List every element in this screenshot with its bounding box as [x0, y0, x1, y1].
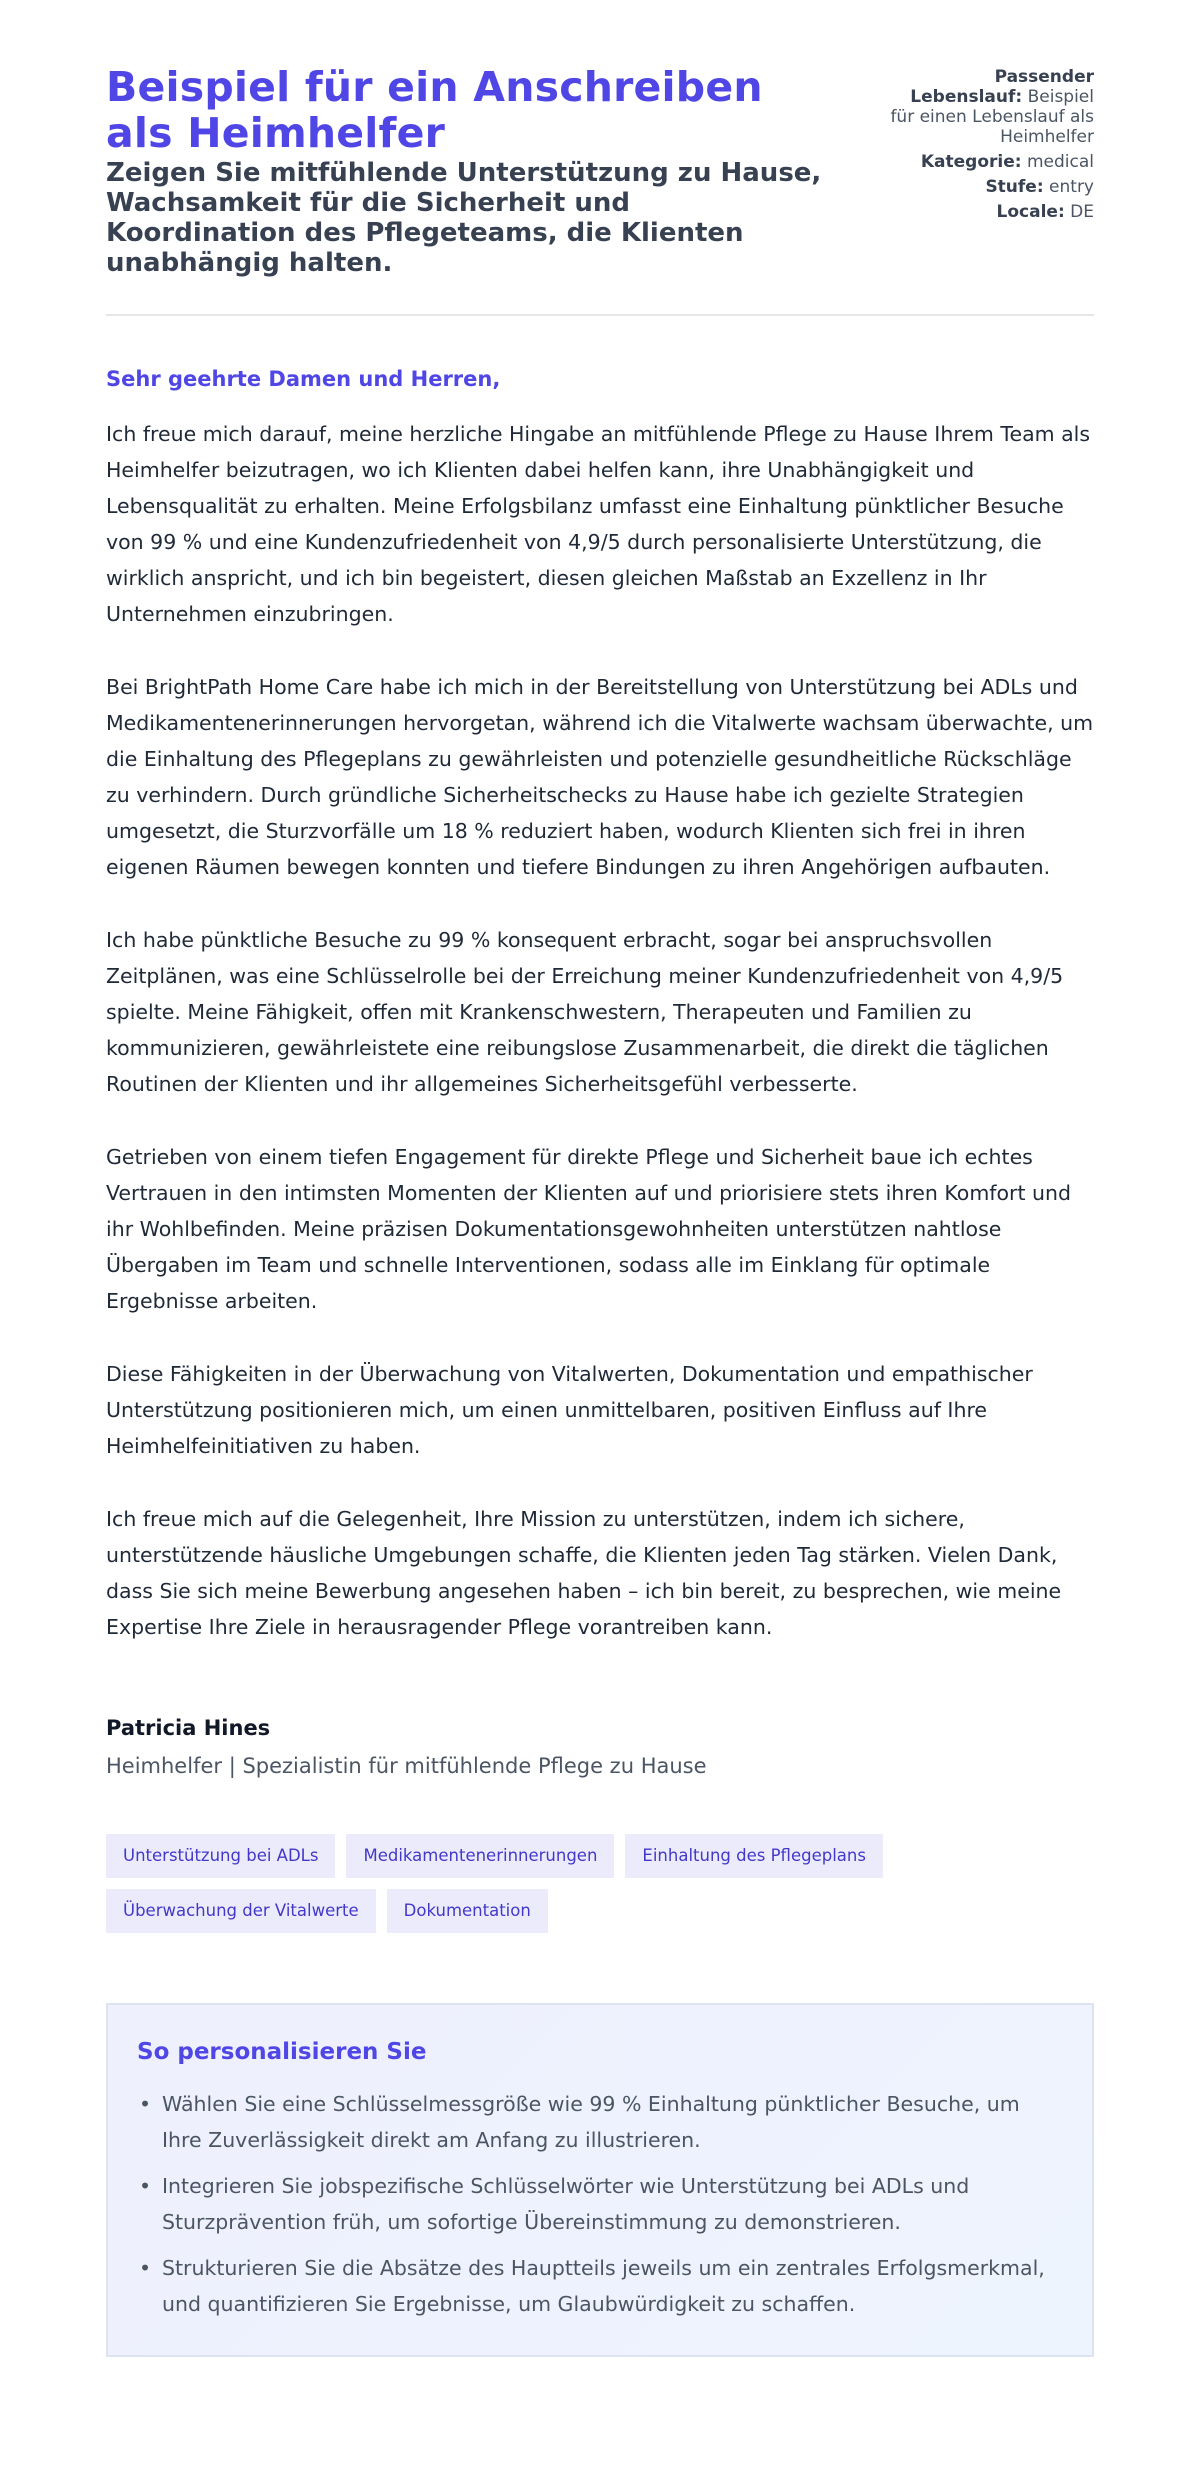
meta-locale-value: DE [1070, 202, 1094, 222]
bullet-icon: • [139, 2092, 152, 2116]
tips-list [137, 2086, 1063, 2322]
letter-paragraph: Ich freue mich auf die Gelegenheit, Ihre Mission zu unterstützen, indem ich sichere, unterstützende häusliche Umgebungen schaffe, die Klienten jeden Tag stärken. Vielen Dank, dass Sie sich meine Bewerbung angesehen haben – ich bin bereit, zu besprechen, wie meine Expertise Ihre Ziele in herausragender Pflege vorantreiben kann. [106, 1507, 1062, 1639]
signature-name: Patricia Hines [106, 1716, 271, 1740]
letter-paragraph: Bei BrightPath Home Care habe ich mich in der Bereitstellung von Unterstützung bei ADLs und Medikamentenerinnerungen hervorgetan, während ich die Vitalwerte wachsam überwachte, um die Einhaltung des Pflegeplans zu gewährleisten und potenzielle gesundheitliche Rückschläge zu verhindern. Durch gründliche Sicherheitschecks zu Hause habe ich gezielte Strategien umgesetzt, die Sturzvorfälle um 18 % reduziert haben, wodurch Klienten sich frei in ihren eigenen Räumen bewegen konnten und tiefere Bindungen zu ihren Angehörigen aufbauten. [106, 675, 1094, 879]
header-titles [106, 64, 826, 278]
bullet-icon: • [139, 2256, 152, 2280]
tips-list-item [137, 2168, 1063, 2240]
tips-title: So personalisieren Sie [137, 2039, 427, 2065]
meta-resume-value: Beispiel für einen Lebenslauf als Heimhelfer [890, 87, 1094, 147]
letter-paragraph: Ich habe pünktliche Besuche zu 99 % konsequent erbracht, sogar bei anspruchsvollen Zeitplänen, was eine Schlüsselrolle bei der Erreichung meiner Kundenzufriedenheit von 4,9/5 spielte. Meine Fähigkeit, offen mit Krankenschwestern, Therapeuten und Familien zu kommunizieren, gewährleistete eine reibungslose Zusammenarbeit, die direkt die täglichen Routinen der Klienten und ihr allgemeines Sicherheitsgefühl verbesserte. [106, 928, 1064, 1096]
skill-tag: Medikamentenerinnerungen [346, 1834, 614, 1878]
skill-tags [106, 1834, 1006, 1933]
skill-tag: Unterstützung bei ADLs [106, 1834, 335, 1878]
meta-locale [884, 202, 1094, 222]
signature-title: Heimhelfer | Spezialistin für mitfühlende Pflege zu Hause [106, 1754, 707, 1778]
meta-category-value: medical [1026, 152, 1094, 172]
skill-tag: Überwachung der Vitalwerte [106, 1889, 376, 1933]
letter-paragraph: Getrieben von einem tiefen Engagement für direkte Pflege und Sicherheit baue ich echtes Vertrauen in den intimsten Momenten der Klienten auf und priorisiere stets ihren Komfort und ihr Wohlbefinden. Meine präzisen Dokumentationsgewohnheiten unterstützen nahtlose Übergaben im Team und schnelle Interventionen, sodass alle im Einklang für optimale Ergebnisse arbeiten. [106, 1145, 1072, 1313]
tips-list-item [137, 2250, 1063, 2322]
letter-greeting: Sehr geehrte Damen und Herren, [106, 367, 501, 391]
meta-level-label: Stufe: [985, 177, 1044, 197]
tip-text: Integrieren Sie jobspezifische Schlüsselwörter wie Unterstützung bei ADLs und Sturzprävention früh, um sofortige Übereinstimmung zu demonstrieren. [162, 2174, 970, 2234]
personalization-tips-box [106, 2003, 1094, 2357]
page-header [106, 64, 1094, 316]
signature-block [106, 1715, 1094, 1779]
page-subtitle: Zeigen Sie mitfühlende Unterstützung zu Hause, Wachsamkeit für die Sicherheit und Koordination des Pflegeteams, die Klienten unabhängig halten. [106, 158, 822, 278]
meta-category [884, 152, 1094, 172]
skill-tag: Dokumentation [387, 1889, 548, 1933]
meta-panel [884, 64, 1094, 227]
letter-body [106, 416, 1094, 1645]
meta-matching-resume [884, 67, 1094, 147]
letter-paragraph: Diese Fähigkeiten in der Überwachung von Vitalwerten, Dokumentation und empathischer Unterstützung positionieren mich, um einen unmittelbaren, positiven Einfluss auf Ihre Heimhelfeinitiativen zu haben. [106, 1362, 1033, 1458]
meta-level-value: entry [1049, 177, 1094, 197]
letter-paragraph: Ich freue mich darauf, meine herzliche Hingabe an mitfühlende Pflege zu Hause Ihrem Team als Heimhelfer beizutragen, wo ich Klienten dabei helfen kann, ihre Unabhängigkeit und Lebensqualität zu erhalten. Meine Erfolgsbilanz umfasst eine Einhaltung pünktlicher Besuche von 99 % und eine Kundenzufriedenheit von 4,9/5 durch personalisierte Unterstützung, die wirklich anspricht, und ich bin begeistert, diesen gleichen Maßstab an Exzellenz in Ihr Unternehmen einzubringen. [106, 422, 1091, 626]
meta-resume-label: Passender Lebenslauf: [910, 67, 1094, 107]
page-title: Beispiel für ein Anschreiben als Heimhelfer [106, 63, 763, 157]
skill-tag: Einhaltung des Pflegeplans [625, 1834, 883, 1878]
tip-text: Strukturieren Sie die Absätze des Hauptteils jeweils um ein zentrales Erfolgsmerkmal, und quantifizieren Sie Ergebnisse, um Glaubwürdigkeit zu schaffen. [162, 2256, 1045, 2316]
meta-locale-label: Locale: [996, 202, 1065, 222]
tip-text: Wählen Sie eine Schlüsselmessgröße wie 99 % Einhaltung pünktlicher Besuche, um Ihre Zuverlässigkeit direkt am Anfang zu illustrieren. [162, 2092, 1020, 2152]
meta-category-label: Kategorie: [920, 152, 1022, 172]
bullet-icon: • [139, 2174, 152, 2198]
meta-level [884, 177, 1094, 197]
tips-list-item [137, 2086, 1063, 2158]
